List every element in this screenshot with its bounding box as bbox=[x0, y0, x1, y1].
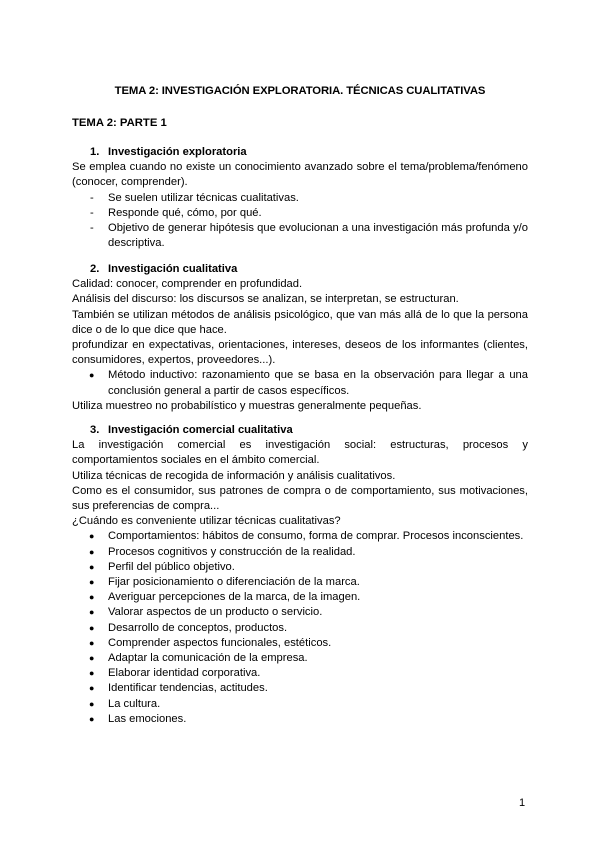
section-heading-text: Investigación comercial cualitativa bbox=[108, 424, 293, 436]
part-title: TEMA 2: PARTE 1 bbox=[72, 117, 167, 129]
section-number: 1. bbox=[90, 146, 100, 158]
bullet-marker: ● bbox=[89, 683, 95, 694]
list-item: ● Comportamientos: hábitos de consumo, forma de comprar. Procesos inconscientes. bbox=[72, 529, 528, 544]
section-exploratoria bbox=[72, 145, 528, 251]
list-item: ● Valorar aspectos de un producto o servicio. bbox=[72, 605, 528, 620]
section-number: 2. bbox=[90, 263, 100, 275]
section-heading bbox=[90, 145, 528, 160]
dash-marker: - bbox=[90, 222, 94, 235]
bullet-marker: ● bbox=[89, 531, 95, 542]
section-number: 3. bbox=[90, 424, 100, 436]
list-item: ● Identificar tendencias, actitudes. bbox=[72, 681, 528, 696]
bullet-marker: ● bbox=[89, 592, 95, 603]
list-item: ● Método inductivo: razonamiento que se basa en la observación para llegar a una conclusión general a partir de casos específicos. bbox=[89, 369, 528, 397]
bullet-marker: ● bbox=[89, 713, 95, 724]
section-heading bbox=[90, 423, 528, 438]
list-item: ● Elaborar identidad corporativa. bbox=[72, 666, 528, 681]
section-heading-text: Investigación cualitativa bbox=[108, 263, 238, 275]
paragraph: ¿Cuándo es conveniente utilizar técnicas cualitativas? bbox=[72, 515, 341, 528]
bullet-marker: ● bbox=[89, 668, 95, 679]
paragraph: Se emplea cuando no existe un conocimiento avanzado sobre el tema/problema/fenómeno (conocer, comprender). bbox=[72, 161, 528, 189]
bullet-marker: ● bbox=[89, 637, 95, 648]
list-item: - Se suelen utilizar técnicas cualitativas. bbox=[72, 191, 528, 206]
page-number: 1 bbox=[519, 797, 526, 809]
list-item: ● Perfil del público objetivo. bbox=[72, 560, 528, 575]
bullet-marker: ● bbox=[89, 577, 95, 588]
paragraph: La investigación comercial es investigación social: estructuras, procesos y comportamientos sociales en el ámbito comercial. bbox=[72, 439, 528, 467]
list-item: ● La cultura. bbox=[72, 697, 528, 712]
document-title: TEMA 2: INVESTIGACIÓN EXPLORATORIA. TÉCNICAS CUALITATIVAS bbox=[114, 85, 486, 97]
list-item: ● Averiguar percepciones de la marca, de la imagen. bbox=[72, 590, 528, 605]
dash-marker: - bbox=[90, 191, 94, 204]
paragraph: Como es el consumidor, sus patrones de compra o de comportamiento, sus motivaciones, sus preferencias de compra... bbox=[72, 484, 528, 513]
bullet-list bbox=[72, 368, 528, 398]
list-item: ● Procesos cognitivos y construcción de la realidad. bbox=[72, 545, 528, 560]
list-item: - Objetivo de generar hipótesis que evolucionan a una investigación más profunda y/o descriptiva. bbox=[90, 222, 528, 250]
list-item: ● Fijar posicionamiento o diferenciación de la marca. bbox=[72, 575, 528, 590]
list-item: ● Comprender aspectos funcionales, estéticos. bbox=[72, 636, 528, 651]
paragraph: Utiliza muestreo no probabilístico y muestras generalmente pequeñas. bbox=[72, 399, 422, 412]
list-item: - Responde qué, cómo, por qué. bbox=[72, 206, 528, 221]
paragraph: Utiliza técnicas de recogida de información y análisis cualitativos. bbox=[72, 469, 396, 482]
bullet-marker: ● bbox=[89, 561, 95, 572]
list-item: ● Adaptar la comunicación de la empresa. bbox=[72, 651, 528, 666]
bullet-list bbox=[72, 529, 528, 727]
paragraph: También se utilizan métodos de análisis psicológico, que van más allá de lo que la persona dice o de lo que dice que hace. bbox=[72, 308, 528, 336]
section-comercial-cualitativa bbox=[72, 423, 528, 727]
bullet-marker: ● bbox=[89, 370, 95, 381]
dash-list bbox=[72, 191, 528, 252]
section-heading-text: Investigación exploratoria bbox=[108, 146, 247, 158]
paragraph: Análisis del discurso: los discursos se analizan, se interpretan, se estructuran. bbox=[72, 293, 459, 306]
bullet-marker: ● bbox=[89, 546, 95, 557]
paragraph: profundizar en expectativas, orientaciones, intereses, deseos de los informantes (clientes, consumidores, expertos, proveedores...). bbox=[72, 339, 528, 367]
list-item: ● Las emociones. bbox=[72, 712, 528, 727]
bullet-marker: ● bbox=[89, 653, 95, 664]
bullet-marker: ● bbox=[89, 622, 95, 633]
section-heading bbox=[90, 262, 528, 277]
section-cualitativa bbox=[72, 262, 528, 414]
bullet-marker: ● bbox=[89, 607, 95, 618]
paragraph: Calidad: conocer, comprender en profundidad. bbox=[72, 278, 303, 291]
dash-marker: - bbox=[90, 206, 94, 219]
list-item: ● Desarrollo de conceptos, productos. bbox=[72, 621, 528, 636]
bullet-marker: ● bbox=[89, 698, 95, 709]
